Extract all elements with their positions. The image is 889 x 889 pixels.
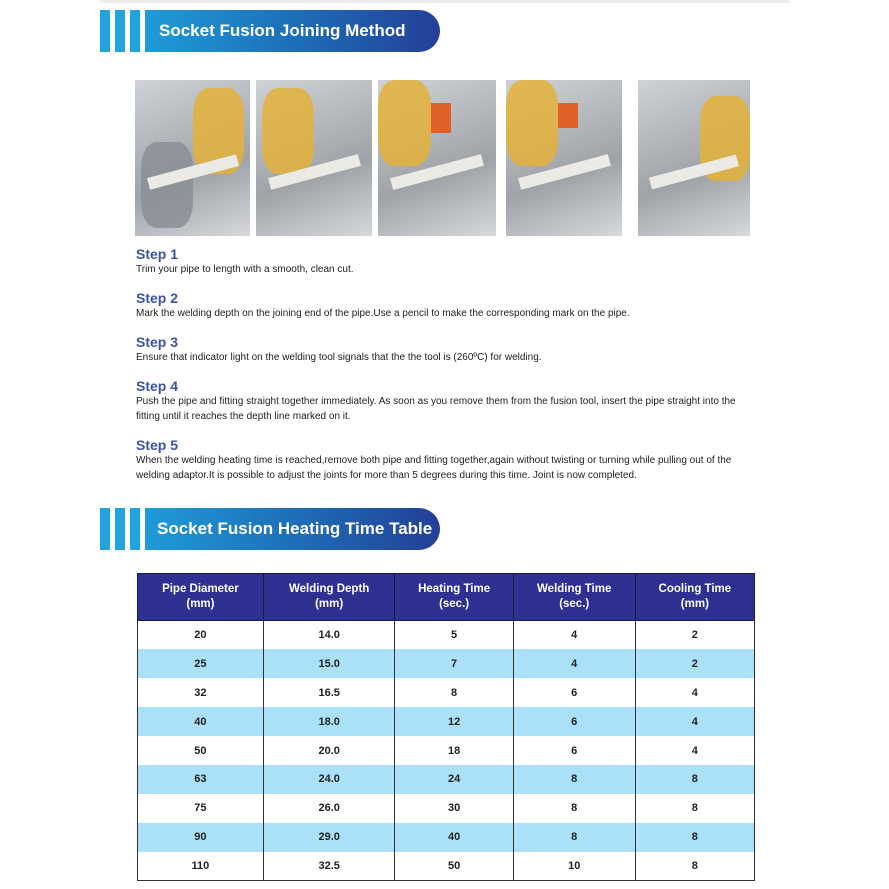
step-2 <box>136 290 756 321</box>
column-header-line: Welding Depth <box>289 583 370 595</box>
table-cell: 20.0 <box>263 736 395 765</box>
step-title: Step 1 <box>136 246 179 262</box>
table-cell: 24.0 <box>263 765 395 794</box>
table-cell: 75 <box>138 794 264 823</box>
column-header-line: Welding Time <box>537 583 612 595</box>
table-cell: 50 <box>395 852 513 881</box>
step-5 <box>136 437 756 483</box>
banner-stripe <box>115 508 125 550</box>
step-3 <box>136 334 756 365</box>
column-header-line: Pipe Diameter <box>162 583 239 595</box>
banner-stripe <box>100 10 110 52</box>
table-cell: 14.0 <box>263 621 395 650</box>
table-cell: 29.0 <box>263 823 395 852</box>
banner-stripe <box>100 508 110 550</box>
table-row <box>138 621 755 650</box>
table-header-row <box>138 574 755 621</box>
table-row <box>138 823 755 852</box>
column-header-line: (sec.) <box>559 598 590 610</box>
column-header <box>635 574 754 621</box>
table-cell: 5 <box>395 621 513 650</box>
table-cell: 6 <box>513 736 635 765</box>
step-1 <box>136 246 756 277</box>
table-cell: 25 <box>138 649 264 678</box>
table-cell: 8 <box>513 823 635 852</box>
step-title: Step 4 <box>136 378 179 394</box>
table-cell: 26.0 <box>263 794 395 823</box>
section-banner-joining <box>100 10 440 52</box>
step-text: Ensure that indicator light on the welding tool signals that the the tool is (260ºC) for welding. <box>136 352 542 363</box>
step-photo-2 <box>256 80 372 236</box>
table-cell: 8 <box>635 765 754 794</box>
table-cell: 16.5 <box>263 678 395 707</box>
table-cell: 32.5 <box>263 852 395 881</box>
table-cell: 4 <box>635 707 754 736</box>
column-header <box>263 574 395 621</box>
table-cell: 4 <box>513 621 635 650</box>
table-cell: 8 <box>635 794 754 823</box>
step-title: Step 2 <box>136 290 179 306</box>
section-banner-table <box>100 508 440 550</box>
step-photo-4 <box>506 80 622 236</box>
table-row <box>138 794 755 823</box>
top-divider <box>100 0 790 3</box>
banner-stripe <box>130 508 140 550</box>
table-cell: 12 <box>395 707 513 736</box>
table-cell: 8 <box>513 794 635 823</box>
table-cell: 90 <box>138 823 264 852</box>
table-cell: 15.0 <box>263 649 395 678</box>
banner-stripe <box>115 10 125 52</box>
table-cell: 7 <box>395 649 513 678</box>
table-row <box>138 736 755 765</box>
banner-stripe <box>130 10 140 52</box>
table-cell: 20 <box>138 621 264 650</box>
step-photo-1 <box>135 80 250 236</box>
column-header-line: (mm) <box>315 598 344 610</box>
table-cell: 24 <box>395 765 513 794</box>
column-header-line: (mm) <box>680 598 709 610</box>
table-cell: 8 <box>635 852 754 881</box>
table-cell: 18 <box>395 736 513 765</box>
table-cell: 6 <box>513 707 635 736</box>
table-cell: 2 <box>635 621 754 650</box>
column-header <box>395 574 513 621</box>
table-cell: 2 <box>635 649 754 678</box>
heating-time-table <box>137 573 755 881</box>
step-text: Trim your pipe to length with a smooth, clean cut. <box>136 264 354 275</box>
column-header-line: (sec.) <box>439 598 470 610</box>
table-cell: 110 <box>138 852 264 881</box>
step-text: Push the pipe and fitting straight together immediately. As soon as you remove them from the fusion tool, insert the pipe straight into the fitting until it reaches the depth line marked on it. <box>136 396 736 422</box>
table-row <box>138 678 755 707</box>
step-photo-5 <box>638 80 750 236</box>
step-text: When the welding heating time is reached,remove both pipe and fitting together,again without twisting or turning while pulling out of the welding adaptor.It is possible to adjust the joints for more than 5 degrees during this time. Joint is now completed. <box>136 455 732 481</box>
table-cell: 8 <box>635 823 754 852</box>
column-header <box>138 574 264 621</box>
step-title: Step 3 <box>136 334 179 350</box>
table-row <box>138 649 755 678</box>
column-header <box>513 574 635 621</box>
table-cell: 50 <box>138 736 264 765</box>
section-title: Socket Fusion Joining Method <box>145 10 440 52</box>
step-photo-3 <box>378 80 496 236</box>
table-cell: 32 <box>138 678 264 707</box>
table-cell: 4 <box>635 736 754 765</box>
column-header-line: Heating Time <box>418 583 491 595</box>
table-cell: 10 <box>513 852 635 881</box>
step-4 <box>136 378 756 424</box>
table-cell: 4 <box>635 678 754 707</box>
table-cell: 8 <box>513 765 635 794</box>
table-cell: 40 <box>138 707 264 736</box>
table-cell: 6 <box>513 678 635 707</box>
steps-list <box>136 246 756 496</box>
step-title: Step 5 <box>136 437 179 453</box>
step-text: Mark the welding depth on the joining end of the pipe.Use a pencil to make the corresponding mark on the pipe. <box>136 308 630 319</box>
table-cell: 30 <box>395 794 513 823</box>
table-cell: 63 <box>138 765 264 794</box>
table-cell: 8 <box>395 678 513 707</box>
section-title: Socket Fusion Heating Time Table <box>145 508 440 550</box>
table-row <box>138 707 755 736</box>
column-header-line: Cooling Time <box>658 583 732 595</box>
table-cell: 4 <box>513 649 635 678</box>
table-row <box>138 765 755 794</box>
table-cell: 18.0 <box>263 707 395 736</box>
table-cell: 40 <box>395 823 513 852</box>
table-row <box>138 852 755 881</box>
column-header-line: (mm) <box>186 598 215 610</box>
